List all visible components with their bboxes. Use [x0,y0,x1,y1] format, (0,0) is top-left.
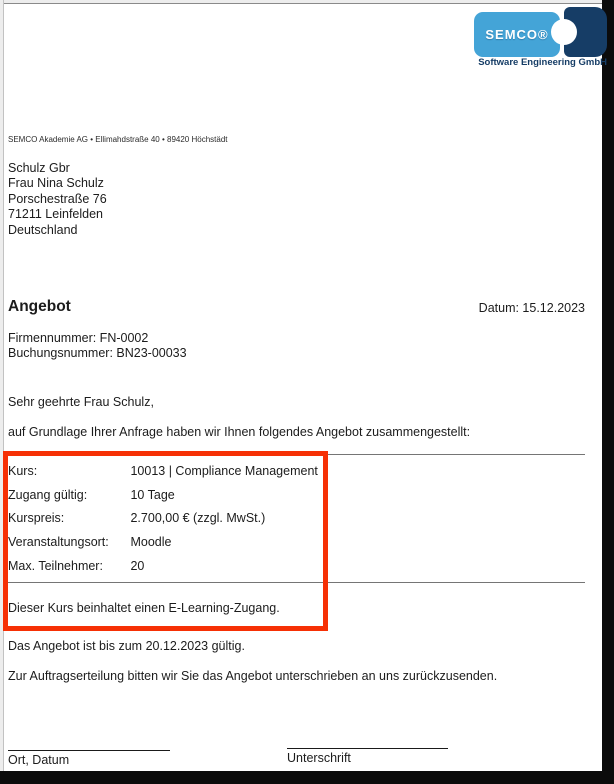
page-edge-bottom [0,771,614,784]
course-value: 10 Tage [130,488,175,502]
signature-line-left [8,750,170,751]
firmennummer-line: Firmennummer: FN-0002 [8,331,149,345]
course-value: 2.700,00 € (zzgl. MwSt.) [130,511,266,525]
course-label: Zugang gültig: [8,488,88,502]
semco-logo [474,12,560,57]
highlight-annotation-box [3,451,328,631]
page-title: Angebot [8,298,71,315]
logo-brand-text: SEMCO® [485,27,549,42]
signature-label-unterschrift: Unterschrift [287,751,351,765]
greeting-text: Sehr geehrte Frau Schulz, [8,395,154,409]
address-line-country: Deutschland [8,222,78,237]
course-value: Moodle [130,535,172,549]
intro-text: auf Grundlage Ihrer Anfrage haben wir Ihnen folgendes Angebot zusammengestellt: [8,425,471,439]
page-edge-right [602,0,614,784]
recipient-address [8,161,107,238]
page-edge-left [0,0,4,771]
date-label: Datum: 15.12.2023 [478,301,585,315]
signature-line-right [287,748,448,749]
buchungsnummer-line: Buchungsnummer: BN23-00033 [8,346,187,361]
course-label: Kurs: [8,464,38,478]
course-label: Veranstaltungsort: [8,535,109,549]
page-edge-top [0,0,614,4]
validity-text: Das Angebot ist bis zum 20.12.2023 gültig. [8,639,245,653]
course-label: Max. Teilnehmer: [8,559,103,573]
address-line-name: Frau Nina Schulz [8,176,104,191]
logo-caption: Software Engineering GmbH [478,57,607,68]
address-line-street: Porschestraße 76 [8,191,107,206]
reference-numbers [8,331,187,362]
logo-puzzle-shape-icon [564,7,607,57]
course-note: Dieser Kurs beinhaltet einen E-Learning-Zugang. [8,601,280,615]
closing-text: Zur Auftragserteilung bitten wir Sie das Angebot unterschrieben an uns zurückzusenden. [8,669,498,683]
signature-label-ort-datum: Ort, Datum [8,753,70,767]
address-line-city: 71211 Leinfelden [8,207,103,222]
course-value: 20 [130,559,145,573]
logo-notch-icon [551,19,577,45]
course-label: Kurspreis: [8,511,65,525]
course-value: 10013 | Compliance Management [130,464,318,478]
address-line-company: Schulz Gbr [8,161,70,175]
sender-line: SEMCO Akademie AG • Ellimahdstraße 40 • 89420 Höchstädt [8,135,228,144]
